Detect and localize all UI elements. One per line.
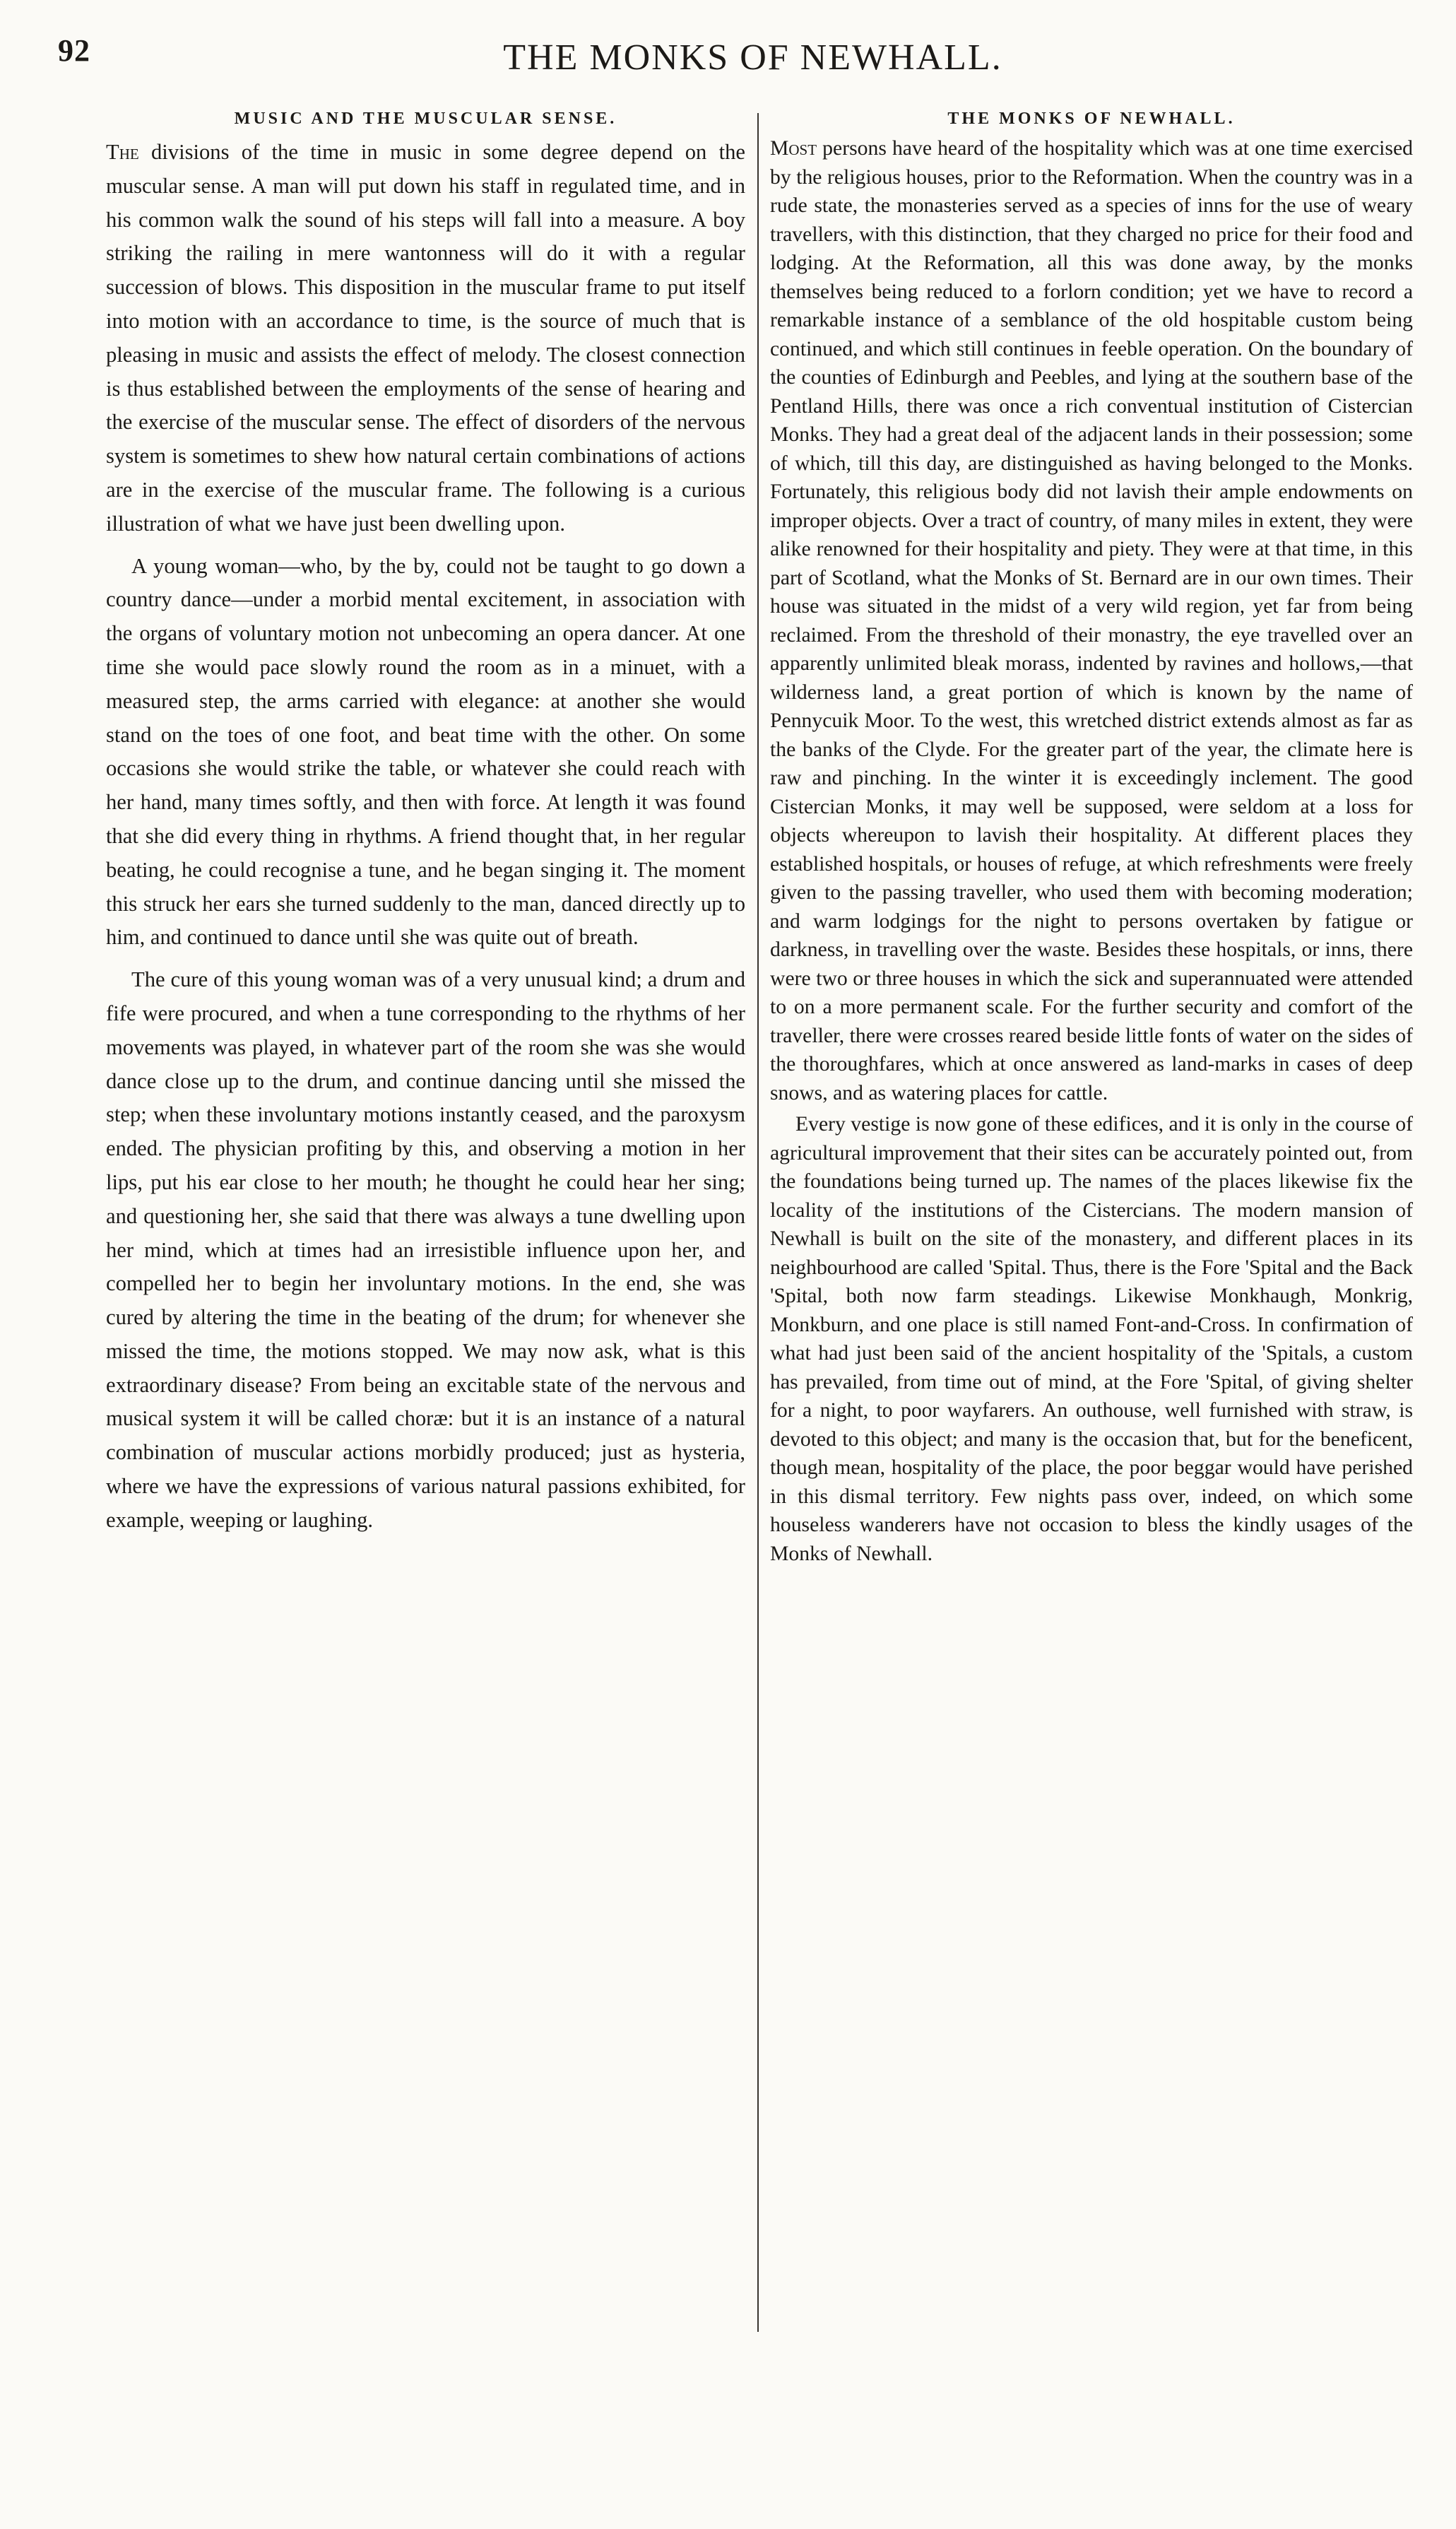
article-title-music: MUSIC AND THE MUSCULAR SENSE. xyxy=(234,110,617,128)
running-title: THE MONKS OF NEWHALL. xyxy=(503,37,1002,78)
paragraph: Every vestige is now gone of these edifices, and it is only in the course of agricultural improvement that their sites can be accurately pointed out, from the foundations being turned up. The names of the places likewise fix the locality of the institutions of the Cistercians. The modern mansion of Newhall is built on the site of the monastery, and different places in its neighbourhood are called 'Spital. Thus, there is the Fore 'Spital and the Back 'Spital, both now farm steadings. Likewise Monkhaugh, Monkrig, Monkburn, and one place is still named Font-and-Cross. In confirmation of what had just been said of the ancient hospitality of the 'Spitals, a custom has prevailed, from time out of mind, at the Fore 'Spital, of giving shelter for a night, to poor wayfarers. An outhouse, well furnished with straw, is devoted to this object; and many is the occasion that, but for the beneficent, though mean, hospitality of the place, the poor beggar would have perished in this dismal territory. Few nights pass over, indeed, on which some houseless wanderers have not occasion to bless the kindly usages of the Monks of Newhall. xyxy=(770,1113,1413,1565)
paragraph-lead: The xyxy=(106,140,139,164)
page-number: 92 xyxy=(58,33,90,68)
paragraph xyxy=(106,136,745,541)
paragraph-lead: Most xyxy=(770,137,817,160)
paragraph xyxy=(770,134,1413,1107)
paragraph-text: persons have heard of the hospitality which was at one time exercised by the religious houses, prior to the Reformation. When the country was in a rude state, the monasteries served as a species of inns for the use of weary travellers, with this distinction, that they charged no price for their food and lodging. At the Reformation, all this was done away, by the monks themselves being reduced to a forlorn condition; yet we have to record a remarkable instance of a semblance of the old hospitable custom being continued, and which still continues in feeble operation. On the boundary of the counties of Edinburgh and Peebles, and lying at the southern base of the Pentland Hills, there was once a rich conventual institution of Cistercian Monks. They had a great deal of the adjacent lands in their possession; some of which, till this day, are distinguished as having belonged to the Monks. Fortunately, this religious body did not lavish their ample endowments on improper objects. Over a tract of country, of many miles in extent, they were alike renowned for their hospitality and piety. They were at that time, in this part of Scotland, what the Monks of St. Bernard are in our own times. Their house was situated in the midst of a very wild region, yet far from being reclaimed. From the threshold of their monastry, the eye travelled over an apparently unlimited bleak morass, indented by ravines and hollows,—that wilderness land, a great portion of which is known by the name of Pennycuik Moor. To the west, this wretched district extends almost as far as the banks of the Clyde. For the greater part of the year, the climate here is raw and pinching. In the winter it is exceedingly inclement. The good Cistercian Monks, it may well be supposed, were seldom at a loss for objects whereupon to lavish their hospitality. At different places they established hospitals, or houses of refuge, at which refreshments were freely given to the passing traveller, who used them with becoming moderation; and warm lodgings for the night to persons overtaken by fatigue or darkness, in travelling over the waste. Besides these hospitals, or inns, there were two or three houses in which the sick and superannuated were attended to on a more permanent scale. For the further security and comfort of the traveller, there were crosses reared beside little fonts of water on the sides of the thoroughfares, which at once answered as land-marks in cases of deep snows, and as watering places for cattle. xyxy=(770,137,1414,1104)
paragraph: A young woman—who, by the by, could not be taught to go down a country dance—under a morbid mental excitement, in association with the organs of voluntary motion not unbecoming an opera dancer. At one time she would pace slowly round the room as in a minuet, with a measured step, the arms carried with elegance: at another she would stand on the toes of one foot, and beat time with the other. On some occasions she would strike the table, or whatever she could reach with her hand, many times softly, and then with force. At length it was found that she did every thing in rhythms. A friend thought that, in her regular beating, he could recognise a tune, and he began singing it. The moment this struck her ears she turned suddenly to the man, danced directly up to him, and continued to dance until she was quite out of breath. xyxy=(106,553,745,950)
paragraph-text: divisions of the time in music in some degree depend on the muscular sense. A man will put down his staff in regulated time, and in his common walk the sound of his steps will fall into a measure. A boy striking the railing in mere wantonness will do it with a regular succession of blows. This disposition in the muscular frame to put itself into motion with an accordance to time, is the source of much that is pleasing in music and assists the effect of melody. The closest connection is thus established between the employments of the sense of hearing and the exercise of the muscular sense. The effect of disorders of the nervous system is sometimes to shew how natural certain combinations of actions are in the exercise of the muscular frame. The following is a curious illustration of what we have just been dwelling upon. xyxy=(106,140,745,536)
left-column xyxy=(106,106,745,1538)
right-column xyxy=(770,106,1413,1568)
column-divider xyxy=(757,113,759,2332)
article-title-monks: THE MONKS OF NEWHALL. xyxy=(947,110,1236,128)
paragraph: The cure of this young woman was of a very unusual kind; a drum and fife were procured, and when a tune corresponding to the rhythms of her movements was played, in whatever part of the room she was she would dance close up to the drum, and continue dancing until she missed the step; when these involuntary motions instantly ceased, and the paroxysm ended. The physician profiting by this, and observing a motion in her lips, put his ear close to her mouth; he thought he could hear her sing; and questioning her, she said that there was always a tune dwelling upon her mind, which at times had an irresistible influence upon her, and compelled her to begin her involuntary motions. In the end, she was cured by altering the time in the beating of the drum; for whenever she missed the time, the motions stopped. We may now ask, what is this extraordinary disease? From being an excitable state of the nervous and musical system it will be called choræ: but it is an instance of a natural combination of muscular actions morbidly produced; just as hysteria, where we have the expressions of various natural passions exhibited, for example, weeping or laughing. xyxy=(106,967,745,1532)
